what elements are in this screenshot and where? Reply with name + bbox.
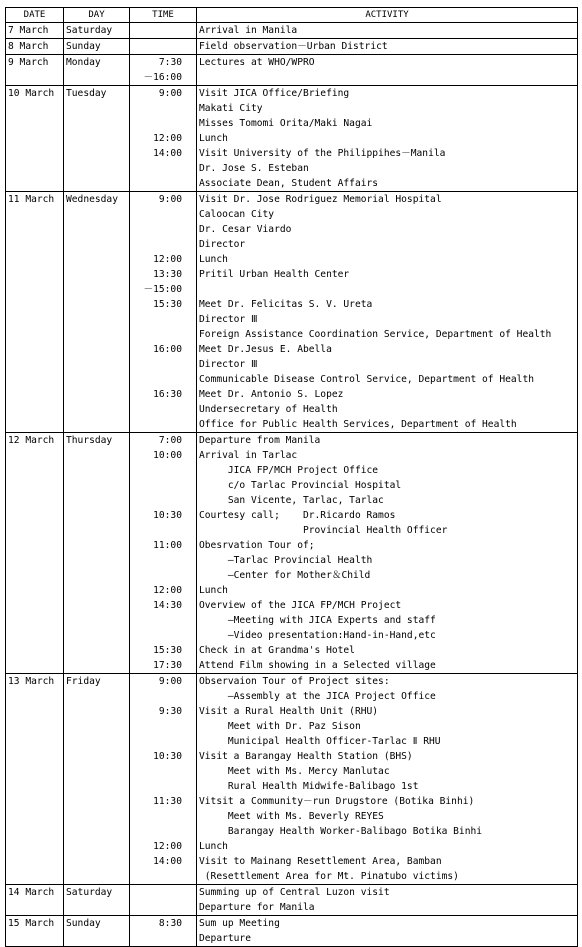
time-text: 9:30	[158, 706, 182, 717]
time-text: 12:00	[153, 585, 182, 596]
day-text: Monday	[66, 57, 101, 68]
time-text	[130, 478, 182, 493]
day-text: Friday	[66, 676, 101, 687]
day-group	[6, 192, 578, 433]
activity-text: Meet Dr. Felicitas S. V. Ureta	[199, 299, 373, 310]
time-text	[130, 809, 182, 824]
time-text: －15:00	[143, 284, 182, 295]
time-text: 11:00	[153, 540, 182, 551]
activity-text: Meet with Ms. Mercy Manlutac	[199, 766, 390, 777]
time-text	[130, 824, 182, 839]
time-text	[130, 628, 182, 643]
date-text: 11 March	[8, 194, 55, 205]
day-group	[6, 433, 578, 674]
activity-text: Lectures at WHO/WPRO	[199, 57, 315, 68]
day-column-header: DAY	[64, 8, 130, 23]
date-cell	[6, 23, 64, 39]
time-text	[130, 357, 182, 372]
time-text: 15:30	[153, 299, 182, 310]
time-text	[130, 764, 182, 779]
day-text: Sunday	[66, 41, 101, 52]
schedule-table	[5, 7, 578, 947]
activity-text: Field observation－Urban District	[199, 41, 388, 52]
time-cell	[130, 433, 197, 674]
activity-cell	[197, 86, 578, 192]
time-text	[130, 613, 182, 628]
activity-text: Provincial Health Officer	[199, 525, 448, 536]
time-text	[130, 327, 182, 342]
time-text: 14:00	[153, 856, 182, 867]
activity-text: Meet with Dr. Paz Sison	[199, 721, 361, 732]
activity-text	[199, 70, 577, 85]
activity-column-header: ACTIVITY	[197, 8, 578, 23]
time-text	[130, 372, 182, 387]
time-text: 10:00	[153, 450, 182, 461]
day-text: Tuesday	[66, 88, 107, 99]
activity-text: —Meeting with JICA Experts and staff	[199, 615, 436, 626]
time-text: 9:00	[158, 676, 182, 687]
time-text	[130, 553, 182, 568]
activity-text: Departure	[199, 933, 251, 944]
date-cell	[6, 433, 64, 674]
time-cell	[130, 916, 197, 947]
time-text: 14:00	[153, 148, 182, 159]
time-cell	[130, 674, 197, 885]
time-text: 10:30	[153, 510, 182, 521]
activity-text: Director	[199, 239, 246, 250]
date-text: 15 March	[8, 918, 55, 929]
activity-text: Associate Dean, Student Affairs	[199, 178, 379, 189]
activity-text: —Video presentation:Hand-in-Hand,etc	[199, 630, 436, 641]
time-text: 9:00	[158, 194, 182, 205]
activity-cell	[197, 916, 578, 947]
activity-text: Meet with Ms. Beverly REYES	[199, 811, 384, 822]
day-group	[6, 674, 578, 885]
date-text: 10 March	[8, 88, 55, 99]
time-text: 13:30	[153, 269, 182, 280]
day-cell	[64, 916, 130, 947]
day-cell	[64, 885, 130, 916]
time-text	[130, 176, 182, 191]
time-text	[130, 402, 182, 417]
time-cell	[130, 86, 197, 192]
time-text	[130, 39, 182, 54]
activity-text: Pritil Urban Health Center	[199, 269, 350, 280]
date-cell	[6, 86, 64, 192]
activity-text: Sum up Meeting	[199, 918, 280, 929]
activity-text: Attend Film showing in a Selected village	[199, 660, 436, 671]
activity-text: Communicable Disease Control Service, Department of Health	[199, 374, 535, 385]
activity-text: Courtesy call; Dr.Ricardo Ramos	[199, 510, 396, 521]
time-text	[130, 23, 182, 38]
time-text	[130, 417, 182, 432]
time-cell	[130, 885, 197, 916]
time-text: 10:30	[153, 751, 182, 762]
activity-text: Dr. Cesar Viardo	[199, 224, 292, 235]
activity-text: Visit University of the Philippihes－Manila	[199, 148, 446, 159]
time-text	[130, 312, 182, 327]
activity-text: Caloocan City	[199, 209, 275, 220]
activity-text: Meet Dr.Jesus E. Abella	[199, 344, 332, 355]
time-text	[130, 207, 182, 222]
time-text: 11:30	[153, 796, 182, 807]
time-text: 12:00	[153, 133, 182, 144]
table-row	[6, 674, 578, 885]
activity-text: Departure from Manila	[199, 435, 321, 446]
day-cell	[64, 39, 130, 55]
activity-text: —Center for Mother＆Child	[199, 570, 371, 581]
time-column-header: TIME	[130, 8, 197, 23]
time-text: 7:00	[158, 435, 182, 446]
time-text	[130, 885, 182, 900]
activity-text: JICA FP/MCH Project Office	[199, 465, 379, 476]
day-text: Wednesday	[66, 194, 118, 205]
time-text: 16:30	[153, 389, 182, 400]
table-row	[6, 192, 578, 433]
activity-cell	[197, 23, 578, 39]
time-text	[130, 161, 182, 176]
activity-text: Summing up of Central Luzon visit	[199, 887, 390, 898]
day-text: Saturday	[66, 887, 113, 898]
table-row	[6, 55, 578, 86]
activity-text: —Tarlac Provincial Health	[199, 555, 373, 566]
activity-cell	[197, 433, 578, 674]
activity-text: Lunch	[199, 585, 228, 596]
day-group	[6, 885, 578, 916]
header-row	[6, 8, 578, 23]
activity-text: Rural Health Midwife-Balibago 1st	[199, 781, 419, 792]
day-group	[6, 86, 578, 192]
activity-text: Misses Tomomi Orita/Maki Nagai	[199, 118, 373, 129]
day-group	[6, 23, 578, 39]
activity-text: Director Ⅲ	[199, 359, 258, 370]
time-text	[130, 719, 182, 734]
time-text: 8:30	[158, 918, 182, 929]
day-text: Saturday	[66, 25, 113, 36]
date-text: 8 March	[8, 41, 49, 52]
day-group	[6, 916, 578, 947]
date-text: 13 March	[8, 676, 55, 687]
time-text	[130, 463, 182, 478]
time-text: 9:00	[158, 88, 182, 99]
day-cell	[64, 192, 130, 433]
date-cell	[6, 674, 64, 885]
activity-cell	[197, 39, 578, 55]
time-cell	[130, 192, 197, 433]
day-cell	[64, 23, 130, 39]
time-text	[130, 734, 182, 749]
time-text	[130, 900, 182, 915]
time-text: 15:30	[153, 645, 182, 656]
activity-text: Visit JICA Office/Briefing	[199, 88, 350, 99]
time-text	[130, 779, 182, 794]
date-cell	[6, 916, 64, 947]
table-row	[6, 39, 578, 55]
activity-text: —Assembly at the JICA Project Office	[199, 691, 436, 702]
time-text	[130, 116, 182, 131]
time-cell	[130, 39, 197, 55]
time-text	[130, 689, 182, 704]
time-text	[130, 568, 182, 583]
activity-text: Dr. Jose S. Esteban	[199, 163, 309, 174]
date-column-header: DATE	[6, 8, 64, 23]
schedule-header	[6, 8, 578, 23]
activity-cell	[197, 55, 578, 86]
activity-text: Undersecretary of Health	[199, 404, 338, 415]
activity-text: Meet Dr. Antonio S. Lopez	[199, 389, 344, 400]
date-cell	[6, 55, 64, 86]
activity-cell	[197, 192, 578, 433]
day-text: Sunday	[66, 918, 101, 929]
date-cell	[6, 885, 64, 916]
activity-cell	[197, 674, 578, 885]
activity-text: Lunch	[199, 133, 228, 144]
day-cell	[64, 674, 130, 885]
activity-text: Lunch	[199, 841, 228, 852]
activity-text: San Vicente, Tarlac, Tarlac	[199, 495, 384, 506]
activity-text: Office for Public Health Services, Department of Health	[199, 419, 517, 430]
activity-text: Vitsit a Community－run Drugstore (Botika Binhi)	[199, 796, 475, 807]
day-cell	[64, 86, 130, 192]
activity-text: Visit to Mainang Resettlement Area, Bamban	[199, 856, 442, 867]
time-text	[130, 101, 182, 116]
time-text: 16:00	[153, 344, 182, 355]
time-text	[130, 931, 182, 946]
activity-text: Municipal Health Officer-Tarlac Ⅱ RHU	[199, 736, 441, 747]
table-row	[6, 86, 578, 192]
time-text	[130, 493, 182, 508]
day-group	[6, 55, 578, 86]
time-cell	[130, 23, 197, 39]
time-text: 14:30	[153, 600, 182, 611]
activity-text: Obesrvation Tour of;	[199, 540, 315, 551]
table-row	[6, 433, 578, 674]
activity-text: Foreign Assistance Coordination Service, Department of Health	[199, 329, 552, 340]
date-cell	[6, 39, 64, 55]
activity-text: Departure for Manila	[199, 902, 315, 913]
date-text: 9 March	[8, 57, 49, 68]
time-text	[130, 222, 182, 237]
time-cell	[130, 55, 197, 86]
time-text	[130, 523, 182, 538]
activity-text: Overview of the JICA FP/MCH Project	[199, 600, 402, 611]
activity-text: Arrival in Manila	[199, 25, 298, 36]
activity-text: (Resettlement Area for Mt. Pinatubo victims)	[199, 871, 459, 882]
table-row	[6, 916, 578, 947]
day-group	[6, 39, 578, 55]
date-text: 7 March	[8, 25, 49, 36]
time-text: 12:00	[153, 254, 182, 265]
time-text	[130, 869, 182, 884]
date-text: 12 March	[8, 435, 55, 446]
activity-text: Director Ⅲ	[199, 314, 258, 325]
table-row	[6, 23, 578, 39]
activity-cell	[197, 885, 578, 916]
time-text: 12:00	[153, 841, 182, 852]
activity-text: Arrival in Tarlac	[199, 450, 298, 461]
date-text: 14 March	[8, 887, 55, 898]
activity-text: Visit a Rural Health Unit (RHU)	[199, 706, 379, 717]
activity-text: Check in at Grandma's Hotel	[199, 645, 355, 656]
time-text	[130, 237, 182, 252]
day-cell	[64, 55, 130, 86]
activity-text: Makati City	[199, 103, 263, 114]
time-text: 17:30	[153, 660, 182, 671]
date-cell	[6, 192, 64, 433]
activity-text: Barangay Health Worker-Balibago Botika Binhi	[199, 826, 483, 837]
activity-text: c/o Tarlac Provincial Hospital	[199, 480, 402, 491]
day-text: Thursday	[66, 435, 113, 446]
activity-text: Visit a Barangay Health Station (BHS)	[199, 751, 413, 762]
day-cell	[64, 433, 130, 674]
activity-text: Visit Dr. Jose Rodriguez Memorial Hospital	[199, 194, 442, 205]
time-text: －16:00	[143, 72, 182, 83]
activity-text: Lunch	[199, 254, 228, 265]
activity-text: Observaion Tour of Project sites:	[199, 676, 390, 687]
time-text: 7:30	[158, 57, 182, 68]
activity-text	[199, 282, 577, 297]
table-row	[6, 885, 578, 916]
